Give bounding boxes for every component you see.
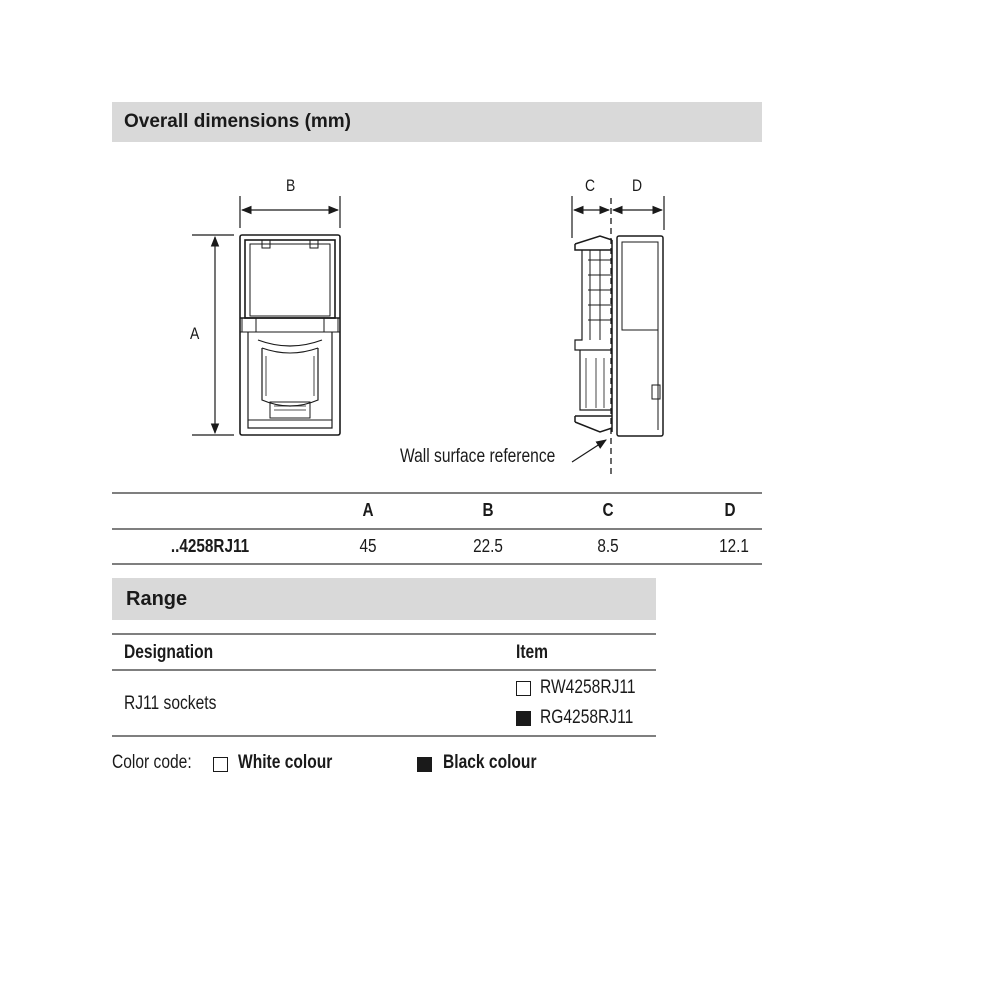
range-section-header xyxy=(112,578,656,620)
dimension-b-marker xyxy=(240,196,340,228)
table-top-rule xyxy=(112,492,762,494)
side-view xyxy=(575,236,663,436)
header-d: D xyxy=(724,500,736,520)
label-b: B xyxy=(286,176,296,195)
range-mid-rule xyxy=(112,669,656,671)
black-swatch-icon xyxy=(516,711,531,726)
value-a: 45 xyxy=(359,536,377,556)
header-a: A xyxy=(362,500,374,520)
white-colour-swatch-icon xyxy=(213,757,228,772)
label-c: C xyxy=(585,176,596,195)
table-bottom-rule xyxy=(112,563,762,565)
header-c: C xyxy=(602,500,614,520)
range-title: Range xyxy=(126,588,188,610)
product-code: ..4258RJ11 xyxy=(170,536,250,556)
label-d: D xyxy=(632,176,643,195)
range-bottom-rule xyxy=(112,735,656,737)
wall-reference-leader xyxy=(572,440,606,462)
black-colour-swatch-icon xyxy=(417,757,432,772)
item-header: Item xyxy=(516,642,549,663)
header-b: B xyxy=(482,500,494,520)
item-code-white: RW4258RJ11 xyxy=(540,677,636,698)
designation-header: Designation xyxy=(124,642,214,663)
white-swatch-icon xyxy=(516,681,531,696)
value-c: 8.5 xyxy=(597,536,619,556)
label-a: A xyxy=(190,324,200,343)
dimension-c-d-marker xyxy=(572,196,664,238)
range-top-rule xyxy=(112,633,656,635)
value-d: 12.1 xyxy=(719,536,749,556)
table-mid-rule xyxy=(112,528,762,530)
black-colour-label: Black colour xyxy=(443,752,537,773)
front-view xyxy=(240,235,340,435)
dimensions-title: Overall dimensions (mm) xyxy=(124,111,352,132)
wall-surface-reference-label: Wall surface reference xyxy=(400,446,556,467)
value-b: 22.5 xyxy=(473,536,503,556)
white-colour-label: White colour xyxy=(238,752,333,773)
item-code-black: RG4258RJ11 xyxy=(540,707,634,728)
color-code-label: Color code: xyxy=(112,752,192,773)
designation-value: RJ11 sockets xyxy=(124,693,217,714)
